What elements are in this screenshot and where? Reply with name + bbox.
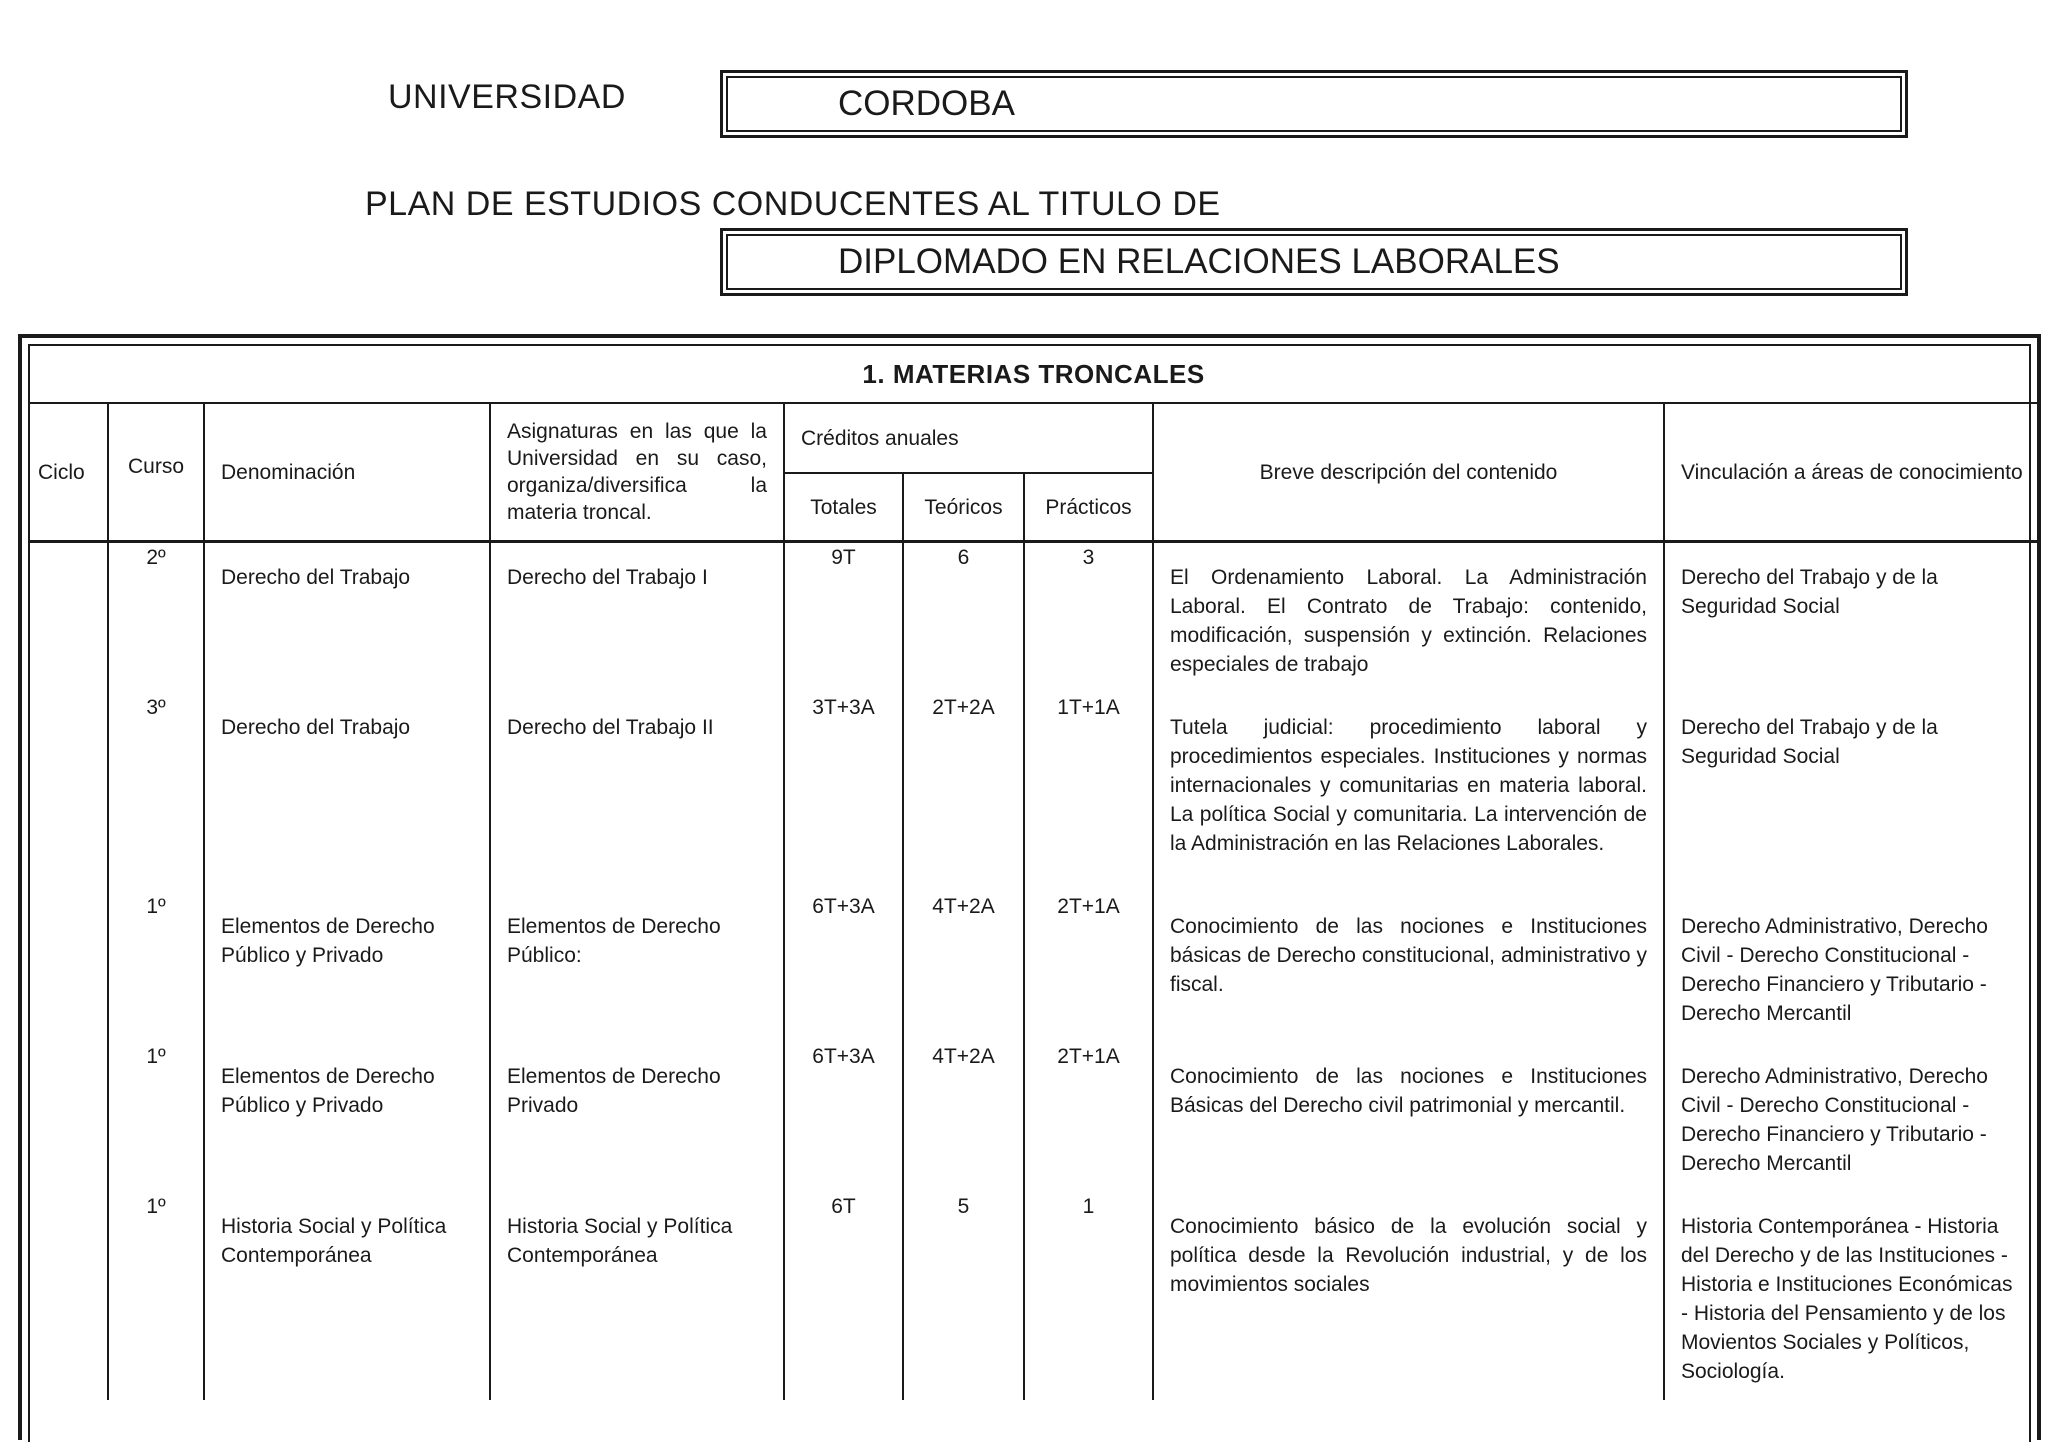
cell-vinculacion: Derecho Administrativo, Derecho Civil - Derecho Constitucional - Derecho Financiero y Tributario - Derecho Mercantil <box>1681 915 1988 1025</box>
university-name-box <box>720 70 1908 138</box>
cell-teoricos: 6 <box>903 542 1024 694</box>
materias-table-frame <box>18 334 2041 1440</box>
cell-teoricos: 4T+2A <box>903 892 1024 1042</box>
cell-denominacion: Derecho del Trabajo <box>204 542 490 694</box>
cell-vinculacion: Derecho del Trabajo y de la Seguridad Social <box>1681 716 1938 768</box>
plan-label: PLAN DE ESTUDIOS CONDUCENTES AL TITULO DE <box>365 185 1221 223</box>
col-header-vinculacion: Vinculación a áreas de conocimiento <box>1664 403 2037 542</box>
table-row <box>30 1192 2037 1400</box>
cell-curso: 1º <box>108 1042 204 1192</box>
cell-totales: 6T+3A <box>784 1042 903 1192</box>
cell-asignatura: Elementos de Derecho Privado <box>490 1042 784 1192</box>
cell-totales: 9T <box>784 542 903 694</box>
cell-denominacion: Derecho del Trabajo <box>204 693 490 892</box>
table-row <box>30 892 2037 1042</box>
university-name: CORDOBA <box>838 84 1015 123</box>
materias-table-inner <box>28 344 2031 1442</box>
cell-vinculacion: Historia Contemporánea - Historia del Derecho y de las Instituciones - Historia e Instituciones Económicas - Historia del Pensamiento y de los Movientos Sociales y Políticos, Sociología. <box>1681 1215 2013 1383</box>
col-header-descripcion: Breve descripción del contenido <box>1153 403 1664 542</box>
cell-practicos: 3 <box>1024 542 1153 694</box>
cell-ciclo <box>30 1042 108 1192</box>
cell-asignatura: Elementos de Derecho Público: <box>490 892 784 1042</box>
cell-practicos: 1 <box>1024 1192 1153 1400</box>
cell-teoricos: 5 <box>903 1192 1024 1400</box>
degree-title: DIPLOMADO EN RELACIONES LABORALES <box>838 242 1560 281</box>
cell-asignatura: Historia Social y Política Contemporánea <box>490 1192 784 1400</box>
cell-curso: 3º <box>108 693 204 892</box>
university-label: UNIVERSIDAD <box>388 78 626 116</box>
cell-descripcion: Conocimiento de las nociones e Instituciones Básicas del Derecho civil patrimonial y mercantil. <box>1153 1042 1664 1192</box>
cell-vinculacion: Derecho Administrativo, Derecho Civil - Derecho Constitucional - Derecho Financiero y Tributario - Derecho Mercantil <box>1681 1065 1988 1175</box>
cell-teoricos: 2T+2A <box>903 693 1024 892</box>
cell-curso: 2º <box>108 542 204 694</box>
cell-vinculacion: Derecho del Trabajo y de la Seguridad Social <box>1681 566 1938 618</box>
materias-troncales-table <box>30 346 2037 1400</box>
cell-denominacion: Elementos de Derecho Público y Privado <box>204 892 490 1042</box>
cell-ciclo <box>30 892 108 1042</box>
col-header-teoricos: Teóricos <box>903 473 1024 542</box>
cell-curso: 1º <box>108 892 204 1042</box>
cell-denominacion: Historia Social y Política Contemporánea <box>204 1192 490 1400</box>
degree-title-box <box>720 228 1908 296</box>
col-header-asignaturas: Asignaturas en las que la Universidad en su caso, organiza/diversifica la materia troncal. <box>490 403 784 542</box>
cell-asignatura: Derecho del Trabajo II <box>490 693 784 892</box>
cell-ciclo <box>30 693 108 892</box>
col-header-totales: Totales <box>784 473 903 542</box>
col-header-practicos: Prácticos <box>1024 473 1153 542</box>
col-header-curso: Curso <box>108 403 204 542</box>
col-header-creditos: Créditos anuales <box>784 403 1153 473</box>
cell-totales: 6T+3A <box>784 892 903 1042</box>
col-header-denominacion: Denominación <box>204 403 490 542</box>
table-row <box>30 693 2037 892</box>
table-row <box>30 1042 2037 1192</box>
cell-descripcion: Conocimiento básico de la evolución social y política desde la Revolución industrial, y de los movimientos sociales <box>1153 1192 1664 1400</box>
cell-ciclo <box>30 1192 108 1400</box>
table-row <box>30 542 2037 694</box>
cell-practicos: 1T+1A <box>1024 693 1153 892</box>
cell-descripcion: Conocimiento de las nociones e Instituciones básicas de Derecho constitucional, administrativo y fiscal. <box>1153 892 1664 1042</box>
cell-totales: 3T+3A <box>784 693 903 892</box>
cell-practicos: 2T+1A <box>1024 892 1153 1042</box>
cell-denominacion: Elementos de Derecho Público y Privado <box>204 1042 490 1192</box>
cell-descripcion: El Ordenamiento Laboral. La Administración Laboral. El Contrato de Trabajo: contenido, modificación, suspensión y extinción. Relaciones especiales de trabajo <box>1153 542 1664 694</box>
cell-totales: 6T <box>784 1192 903 1400</box>
cell-curso: 1º <box>108 1192 204 1400</box>
cell-descripcion: Tutela judicial: procedimiento laboral y procedimientos especiales. Instituciones y normas internacionales y comunitarias en materia laboral. La política Social y comunitaria. La intervención de la Administración en las Relaciones Laborales. <box>1153 693 1664 892</box>
table-title: 1. MATERIAS TRONCALES <box>30 346 2037 403</box>
cell-asignatura: Derecho del Trabajo I <box>490 542 784 694</box>
cell-teoricos: 4T+2A <box>903 1042 1024 1192</box>
col-header-ciclo: Ciclo <box>30 403 108 542</box>
cell-ciclo <box>30 542 108 694</box>
cell-practicos: 2T+1A <box>1024 1042 1153 1192</box>
